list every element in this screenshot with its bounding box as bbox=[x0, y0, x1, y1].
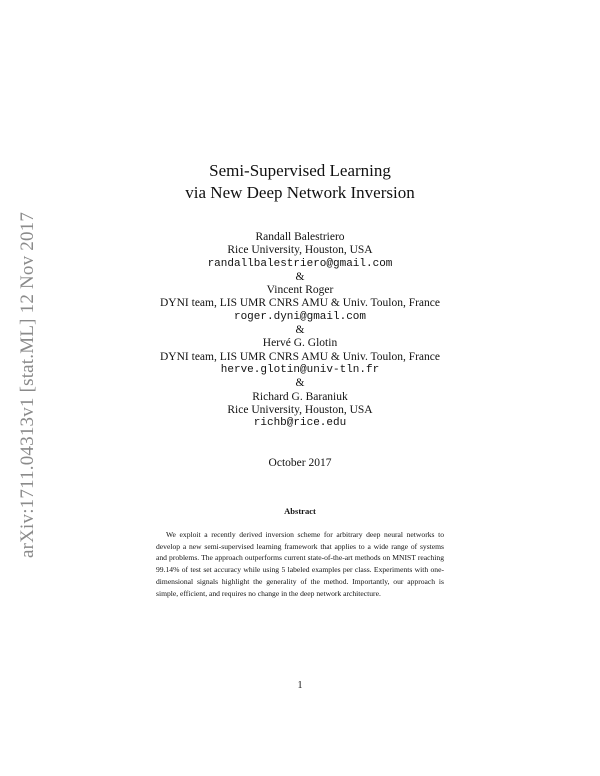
author-separator: & bbox=[295, 270, 305, 283]
author-separator: & bbox=[295, 377, 305, 390]
publication-date: October 2017 bbox=[268, 457, 332, 469]
author-affiliation: DYNI team, LIS UMR CNRS AMU & Univ. Toulon, France bbox=[160, 297, 440, 310]
author-email: richb@rice.edu bbox=[253, 417, 347, 430]
title-line-1: Semi-Supervised Learning bbox=[209, 161, 391, 180]
arxiv-identifier-text: arXiv:1711.04313v1 [stat.ML] 12 Nov 2017 bbox=[17, 211, 38, 559]
author-name: Richard G. Baraniuk bbox=[252, 390, 348, 403]
author-name: Vincent Roger bbox=[266, 284, 334, 297]
abstract-text: We exploit a recently derived inversion scheme for arbitrary deep neural networks to develop a new semi-supervised learning framework that applies to a wide range of systems and problems. The approach outperforms current state-of-the-art methods on MNIST reaching 99.14% of test set accuracy while using 5 labeled examples per class. Experiments with one-dimensional signals highlight the generality of the method. Importantly, our approach is simple, efficient, and requires no change in the deep network architecture. bbox=[156, 530, 444, 598]
author-affiliation: Rice University, Houston, USA bbox=[227, 244, 373, 257]
author-name: Randall Balestriero bbox=[255, 231, 345, 243]
author-email: roger.dyni@gmail.com bbox=[233, 310, 367, 323]
title-line-2: via New Deep Network Inversion bbox=[185, 183, 415, 202]
author-email: herve.glotin@univ-tln.fr bbox=[220, 363, 380, 376]
page-number: 1 bbox=[297, 680, 303, 691]
author-email: randallbalestriero@gmail.com bbox=[207, 257, 393, 270]
author-name: Hervé G. Glotin bbox=[262, 337, 338, 350]
abstract-heading: Abstract bbox=[284, 506, 316, 516]
author-affiliation: DYNI team, LIS UMR CNRS AMU & Univ. Toulon, France bbox=[160, 350, 440, 363]
author-separator: & bbox=[295, 324, 305, 337]
author-affiliation: Rice University, Houston, USA bbox=[227, 403, 373, 416]
paper-title bbox=[0, 160, 600, 204]
author-block bbox=[0, 231, 600, 430]
